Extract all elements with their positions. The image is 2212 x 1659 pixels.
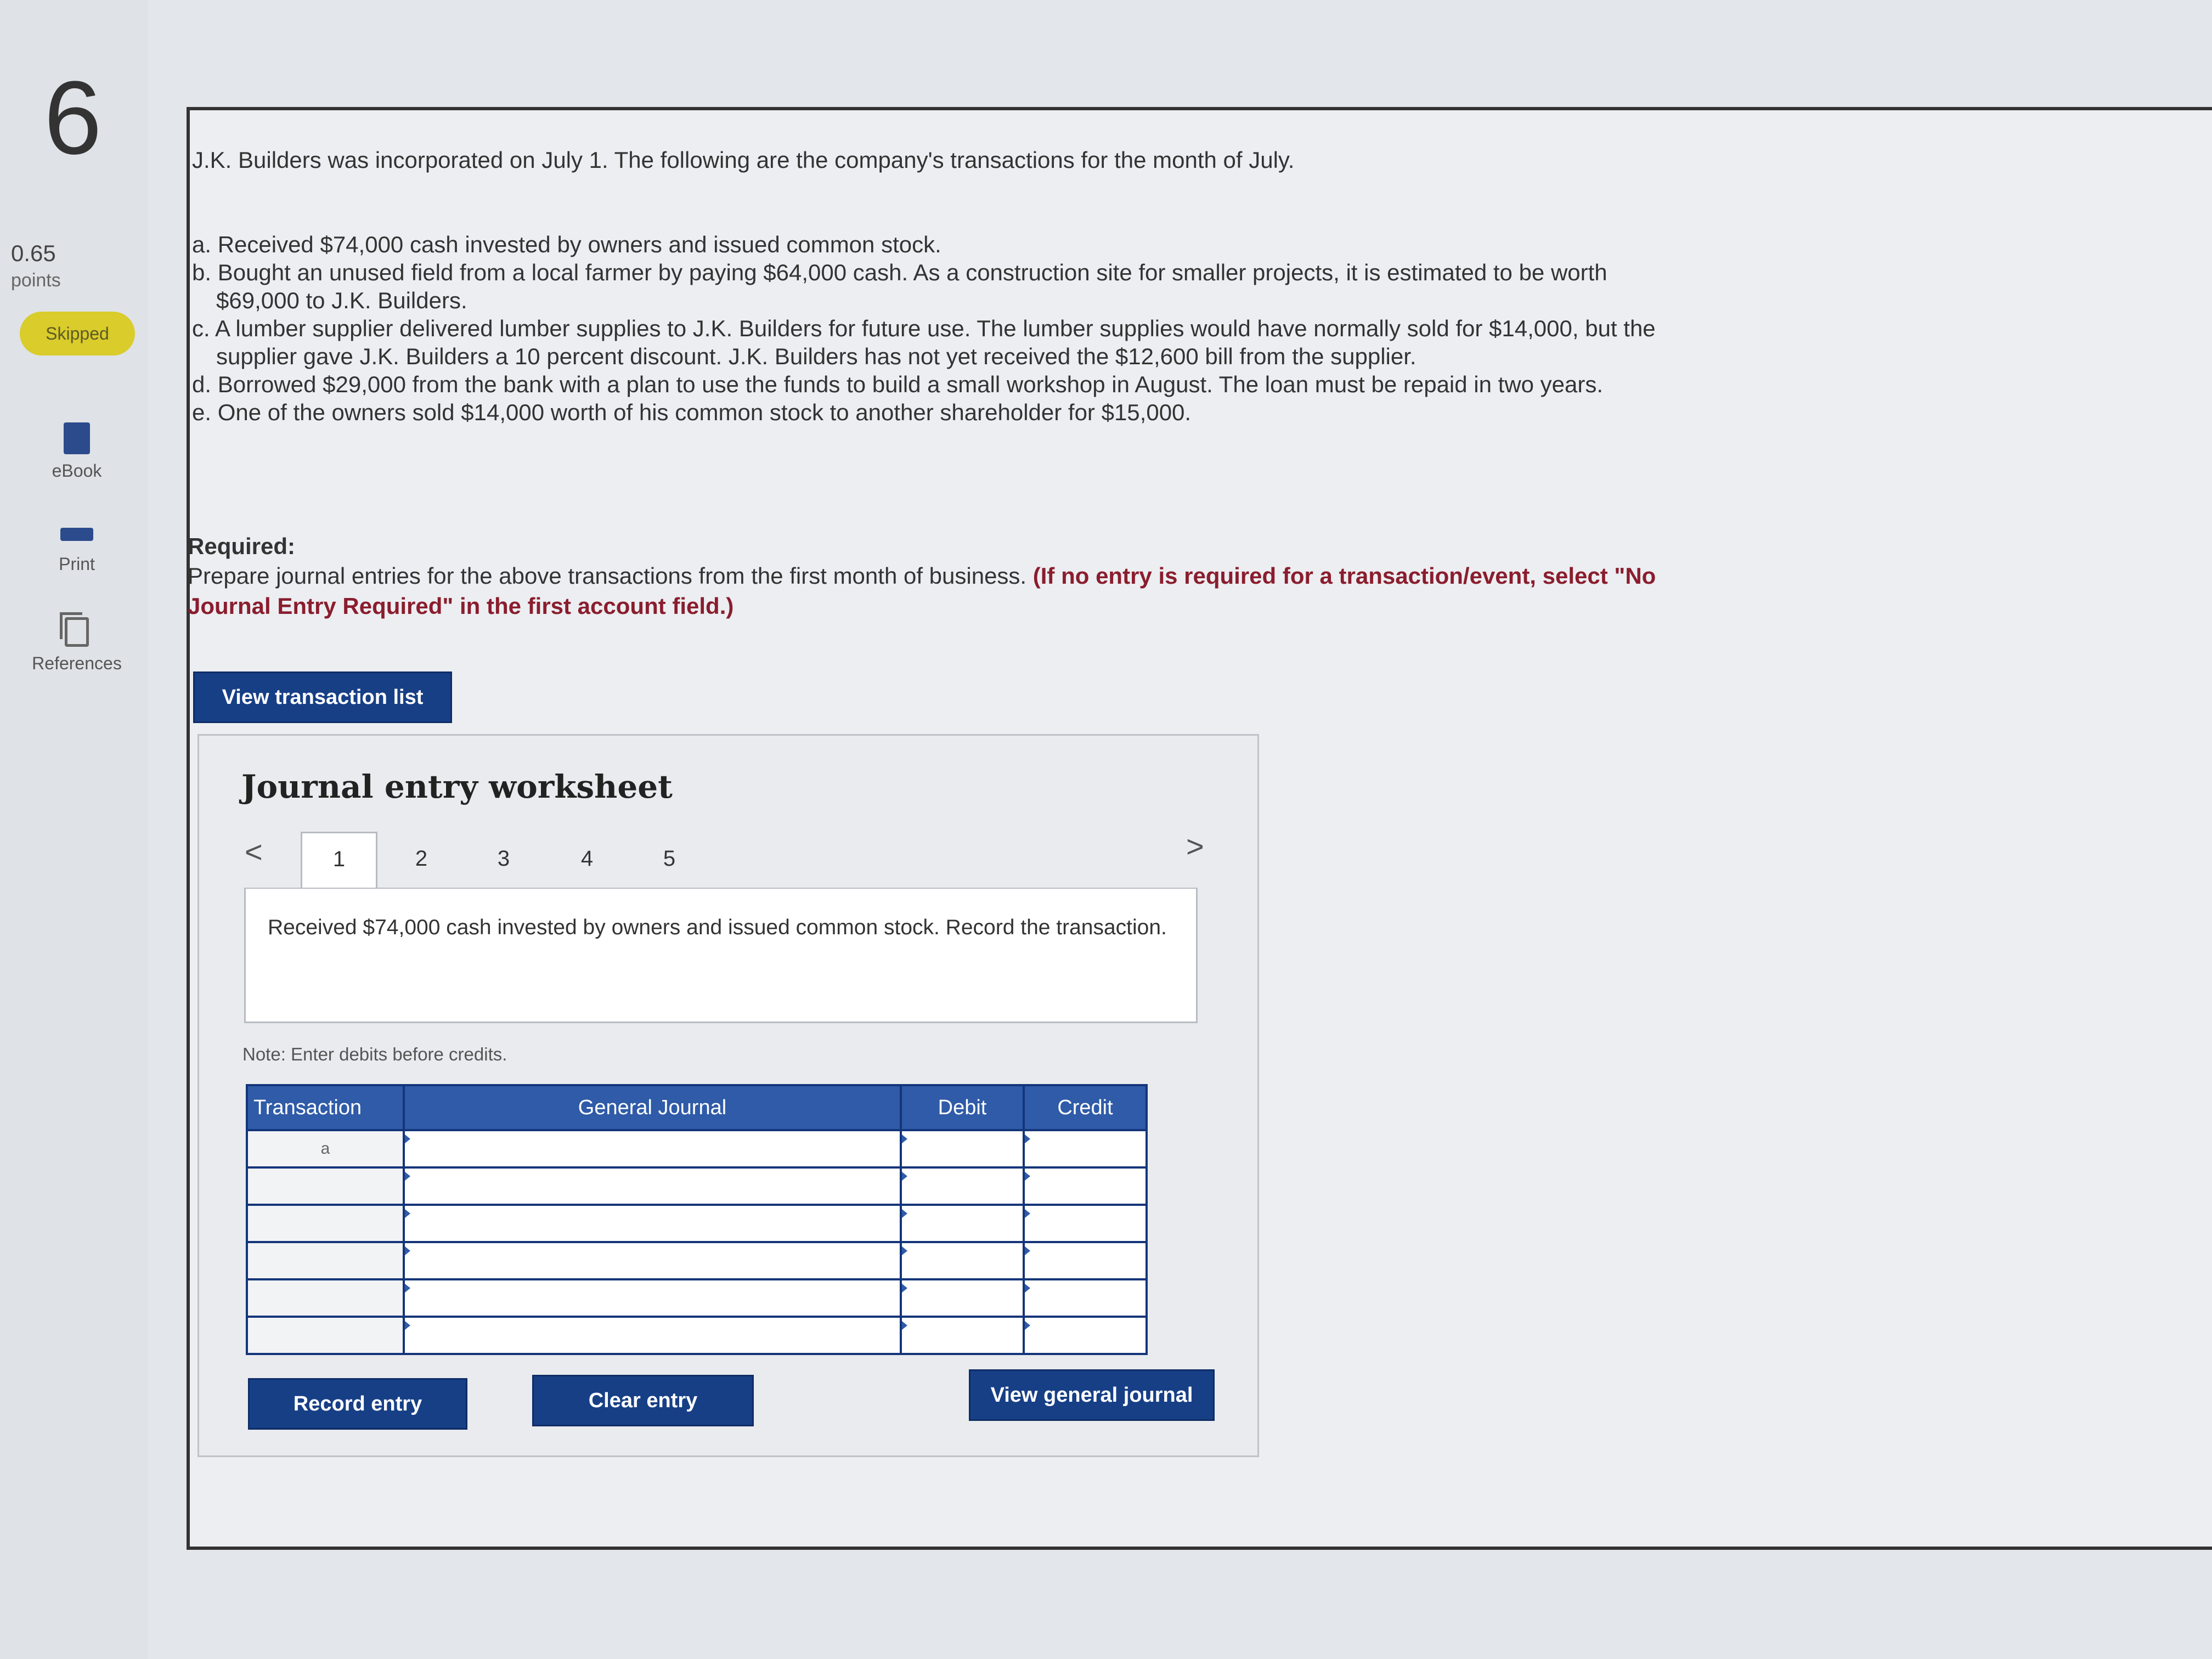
transaction-cell <box>247 1167 404 1205</box>
transaction-cell <box>247 1279 404 1317</box>
required-heading: Required: <box>188 533 296 559</box>
tab-2[interactable]: 2 <box>415 847 428 871</box>
tab-5[interactable]: 5 <box>663 847 676 871</box>
points-value: 0.65 <box>11 240 56 266</box>
question-intro: J.K. Builders was incorporated on July 1. The following are the company's transactions for the month of July. <box>192 147 1295 173</box>
transaction-list <box>192 230 1684 426</box>
question-sidebar <box>0 0 148 1659</box>
transaction-cell <box>247 1242 404 1279</box>
debit-input[interactable] <box>901 1317 1024 1354</box>
table-row <box>247 1205 1147 1242</box>
question-number: 6 <box>44 60 102 176</box>
header-transaction: Transaction <box>247 1085 404 1130</box>
account-select[interactable] <box>404 1279 901 1317</box>
table-row <box>247 1242 1147 1279</box>
points-label: points <box>11 270 61 291</box>
references-button[interactable] <box>22 617 132 674</box>
table-row <box>247 1130 1147 1167</box>
debit-input[interactable] <box>901 1167 1024 1205</box>
ebook-label: eBook <box>52 461 102 481</box>
transaction-b: b. Bought an unused field from a local farmer by paying $64,000 cash. As a construction site for smaller projects, it is estimated to be worth $69,000 to J.K. Builders. <box>192 259 1607 313</box>
ebook-button[interactable] <box>22 422 132 481</box>
required-note: (If no entry is required for a transaction/event, select "No Journal Entry Required" in the first account field.) <box>188 563 1656 619</box>
tab-3[interactable]: 3 <box>497 847 510 871</box>
print-button[interactable] <box>22 521 132 574</box>
next-arrow-icon[interactable]: > <box>1186 829 1204 864</box>
clear-entry-button[interactable]: Clear entry <box>532 1375 754 1426</box>
tab-4[interactable]: 4 <box>580 847 594 871</box>
transaction-cell <box>247 1317 404 1354</box>
debit-input[interactable] <box>901 1130 1024 1167</box>
header-debit: Debit <box>901 1085 1024 1130</box>
book-icon <box>64 422 90 454</box>
transaction-e: e. One of the owners sold $14,000 worth of his common stock to another shareholder for $15,000. <box>192 399 1192 425</box>
view-transaction-list-button[interactable]: View transaction list <box>193 672 452 723</box>
print-label: Print <box>59 554 95 574</box>
required-text <box>188 561 1669 621</box>
header-general-journal: General Journal <box>404 1085 901 1130</box>
credit-input[interactable] <box>1024 1167 1147 1205</box>
required-instruction: Prepare journal entries for the above transactions from the first month of business. <box>188 563 1027 589</box>
account-select[interactable] <box>404 1205 901 1242</box>
account-select[interactable] <box>404 1317 901 1354</box>
table-row <box>247 1167 1147 1205</box>
record-entry-button[interactable]: Record entry <box>248 1378 467 1430</box>
transaction-cell <box>247 1205 404 1242</box>
header-credit: Credit <box>1024 1085 1147 1130</box>
debit-input[interactable] <box>901 1279 1024 1317</box>
table-row <box>247 1279 1147 1317</box>
worksheet-title: Journal entry worksheet <box>241 768 673 805</box>
account-select[interactable] <box>404 1242 901 1279</box>
prev-arrow-icon[interactable]: < <box>245 834 263 869</box>
printer-icon <box>60 521 93 548</box>
status-badge: Skipped <box>20 312 135 356</box>
transaction-cell: a <box>247 1130 404 1167</box>
transaction-a: a. Received $74,000 cash invested by owners and issued common stock. <box>192 232 941 257</box>
credit-input[interactable] <box>1024 1205 1147 1242</box>
transaction-description: Received $74,000 cash invested by owners and issued common stock. Record the transaction. <box>244 889 1198 1023</box>
credit-input[interactable] <box>1024 1279 1147 1317</box>
transaction-c: c. A lumber supplier delivered lumber supplies to J.K. Builders for future use. The lumber supplies would have normally sold for $14,000, but the supplier gave J.K. Builders a 10 percent discount. J.K. Builders has not yet received the $12,600 bill from the supplier. <box>192 315 1656 369</box>
general-journal-table <box>246 1084 1148 1355</box>
account-select[interactable] <box>404 1130 901 1167</box>
table-row <box>247 1317 1147 1354</box>
view-general-journal-button[interactable]: View general journal <box>969 1369 1215 1421</box>
references-label: References <box>32 653 122 673</box>
debit-input[interactable] <box>901 1205 1024 1242</box>
credit-input[interactable] <box>1024 1130 1147 1167</box>
debit-input[interactable] <box>901 1242 1024 1279</box>
transaction-d: d. Borrowed $29,000 from the bank with a plan to use the funds to build a small workshop in August. The loan must be repaid in two years. <box>192 371 1604 397</box>
tab-1[interactable]: 1 <box>301 832 377 888</box>
credit-input[interactable] <box>1024 1317 1147 1354</box>
debit-credit-note: Note: Enter debits before credits. <box>242 1044 507 1064</box>
references-icon <box>65 617 89 647</box>
account-select[interactable] <box>404 1167 901 1205</box>
credit-input[interactable] <box>1024 1242 1147 1279</box>
